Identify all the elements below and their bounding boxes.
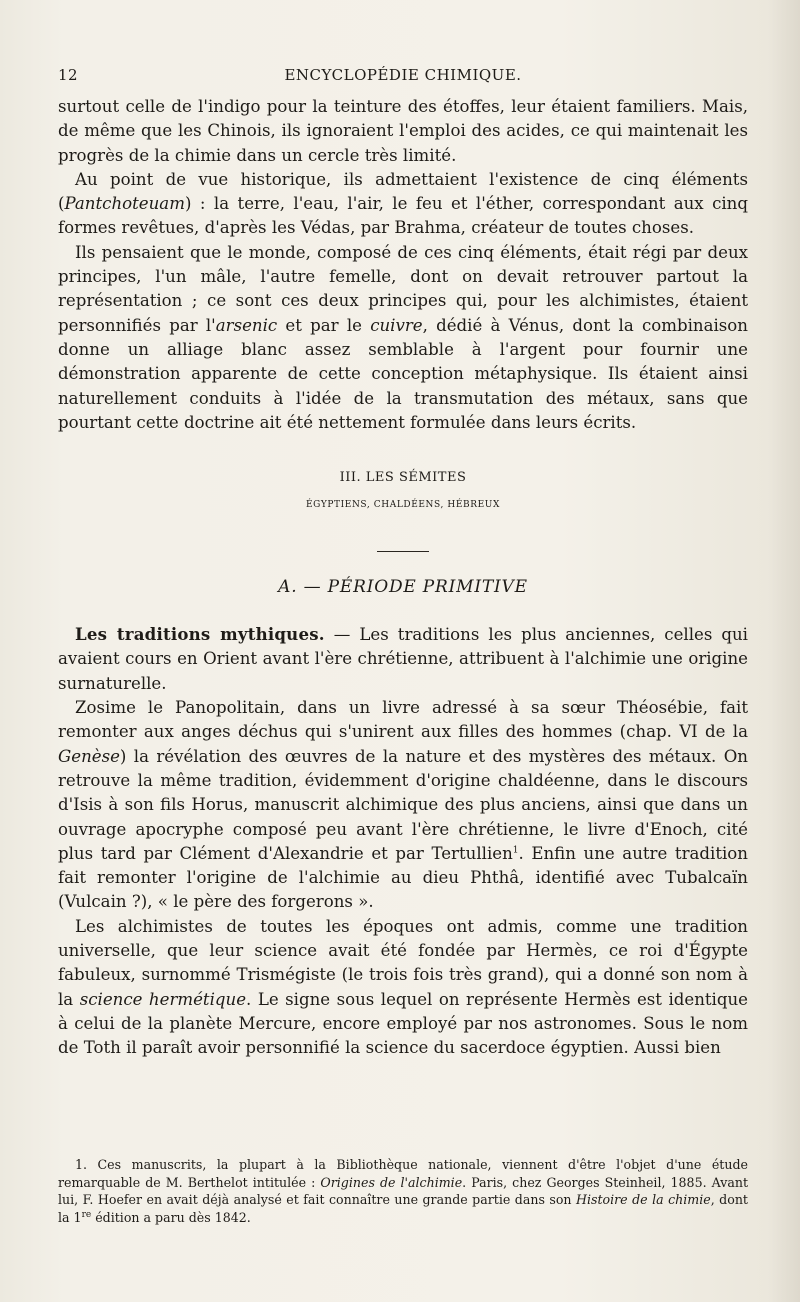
text-run: Ils pensaient que le monde, composé de ces cinq éléments, était régi par deux principes, l'un mâle, l'autre femelle, dont on devait retrouver partout la représentation ; ce sont ces deux principes qui, pour les alchimistes, étaient personnifiés par l' — [58, 242, 748, 335]
italic-term: cuivre — [370, 315, 423, 335]
text-run: Au point de vue historique, ils admettaient l'existence de cinq éléments ( — [58, 169, 748, 214]
text-run: et par le — [277, 315, 371, 335]
section-title: III. LES SÉMITES — [339, 470, 467, 486]
paragraph-4 — [58, 622, 748, 696]
edition-ordinal: re — [81, 1209, 92, 1220]
text-run: ) la révélation des œuvres de la nature et des mystères des métaux. On retrouve la même tradition, évidemment d'origine chaldéenne, dans le discours d'Isis à son fils Horus, manuscrit alchimique des plus anciens, ainsi que dans un ouvrage apocryphe composé peu avant l'ère chrétienne, le livre d'Enoch, cité plus tard par Clément d'Alexandrie et par Tertullien — [58, 746, 748, 863]
italic-term: arsenic — [215, 315, 278, 335]
text-run: — Les traditions les plus anciennes, celles qui avaient cours en Orient avant l'ère chrétienne, attribuent à l'alchimie une origine surnaturelle. — [58, 625, 748, 693]
text-run: Ces manuscrits, la plupart à la Bibliothèque nationale, viennent d'être l'objet d'une étude remarquable de M. Berthelot intitulée : — [58, 1157, 748, 1190]
italic-title: Origines de l'alchimie — [320, 1174, 463, 1190]
paragraph-2 — [58, 168, 748, 241]
footnote-number: 1. — [75, 1157, 88, 1172]
text-run: édition a paru dès 1842. — [91, 1209, 251, 1225]
running-head: ENCYCLOPÉDIE CHIMIQUE. — [284, 66, 522, 84]
text-run: Les alchimistes de toutes les époques ont admis, comme une tradition universelle, que leur science avait été fondée par Hermès, ce roi d'Égypte fabuleux, surnommé Trismégiste (le trois fois très grand), qui a donné son nom à la — [58, 916, 748, 1009]
page-header — [58, 66, 748, 88]
text-run: . Paris, chez Georges Steinheil, 1885. Avant lui, F. Hoefer en avait déjà analysé et fait connaître une grande partie dans son — [58, 1174, 749, 1208]
page-number: 12 — [58, 66, 79, 84]
text-run: ) : la terre, l'eau, l'air, le feu et l'éther, correspondant aux cinq formes revêtues, d'après les Védas, par Brahma, créateur de toutes choses. — [58, 194, 748, 238]
section-subtitle: ÉGYPTIENS, CHALDÉENS, HÉBREUX — [306, 500, 500, 511]
paragraph-heading: Les traditions mythiques. — [75, 624, 325, 645]
body-text — [58, 95, 748, 1061]
text-run: , dédié à Vénus, dont la combinaison donne un alliage blanc assez semblable à l'argent pour fournir une démonstration apparente de cette conception métaphysique. Ils étaient ainsi naturellement conduits à l'idée de la transmutation des métaux, sans que pourtant cette doctrine ait été nettement formulée dans leurs écrits. — [58, 315, 748, 432]
paragraph-6 — [58, 915, 748, 1061]
text-run: Zosime le Panopolitain, dans un livre adressé à sa sœur Théosébie, fait remonter aux anges déchus qui s'unirent aux filles des hommes (chap. VI de la — [58, 698, 748, 742]
paragraph-5 — [58, 696, 748, 915]
text-run: , dont la — [58, 1192, 748, 1225]
paragraph-1: surtout celle de l'indigo pour la teinture des étoffes, leur étaient familiers. Mais, de même que les Chinois, ils ignoraient l'emploi des acides, ce qui maintenait les progrès de la chimie dans un cercle très limité. — [58, 97, 748, 165]
footnote — [58, 1156, 748, 1226]
italic-title: Histoire de la chimie — [576, 1192, 711, 1208]
italic-term: Pantchoteuam — [64, 194, 185, 214]
italic-term: Genèse — [58, 746, 120, 766]
period-label: A. — PÉRIODE PRIMITIVE — [278, 577, 528, 598]
italic-term: science hermétique — [79, 989, 247, 1009]
footnote-ref[interactable]: 1 — [512, 845, 519, 856]
text-run: . Le signe sous lequel on représente Hermès est identique à celui de la planète Mercure, encore employé par nos astronomes. Sous le nom de Toth il paraît avoir personnifié la science du sacerdoce égyptien. Aussi bien — [58, 989, 748, 1058]
edition-number: 1 — [73, 1209, 82, 1225]
section-divider — [377, 551, 429, 552]
text-run: . Enfin une autre tradition fait remonter l'origine de l'alchimie au dieu Phthâ, identifié avec Tubalcaïn (Vulcain ?), « le père des forgerons ». — [58, 843, 748, 912]
period-title — [58, 576, 748, 598]
footnote-text — [58, 1156, 748, 1226]
paragraph-3 — [58, 241, 748, 435]
